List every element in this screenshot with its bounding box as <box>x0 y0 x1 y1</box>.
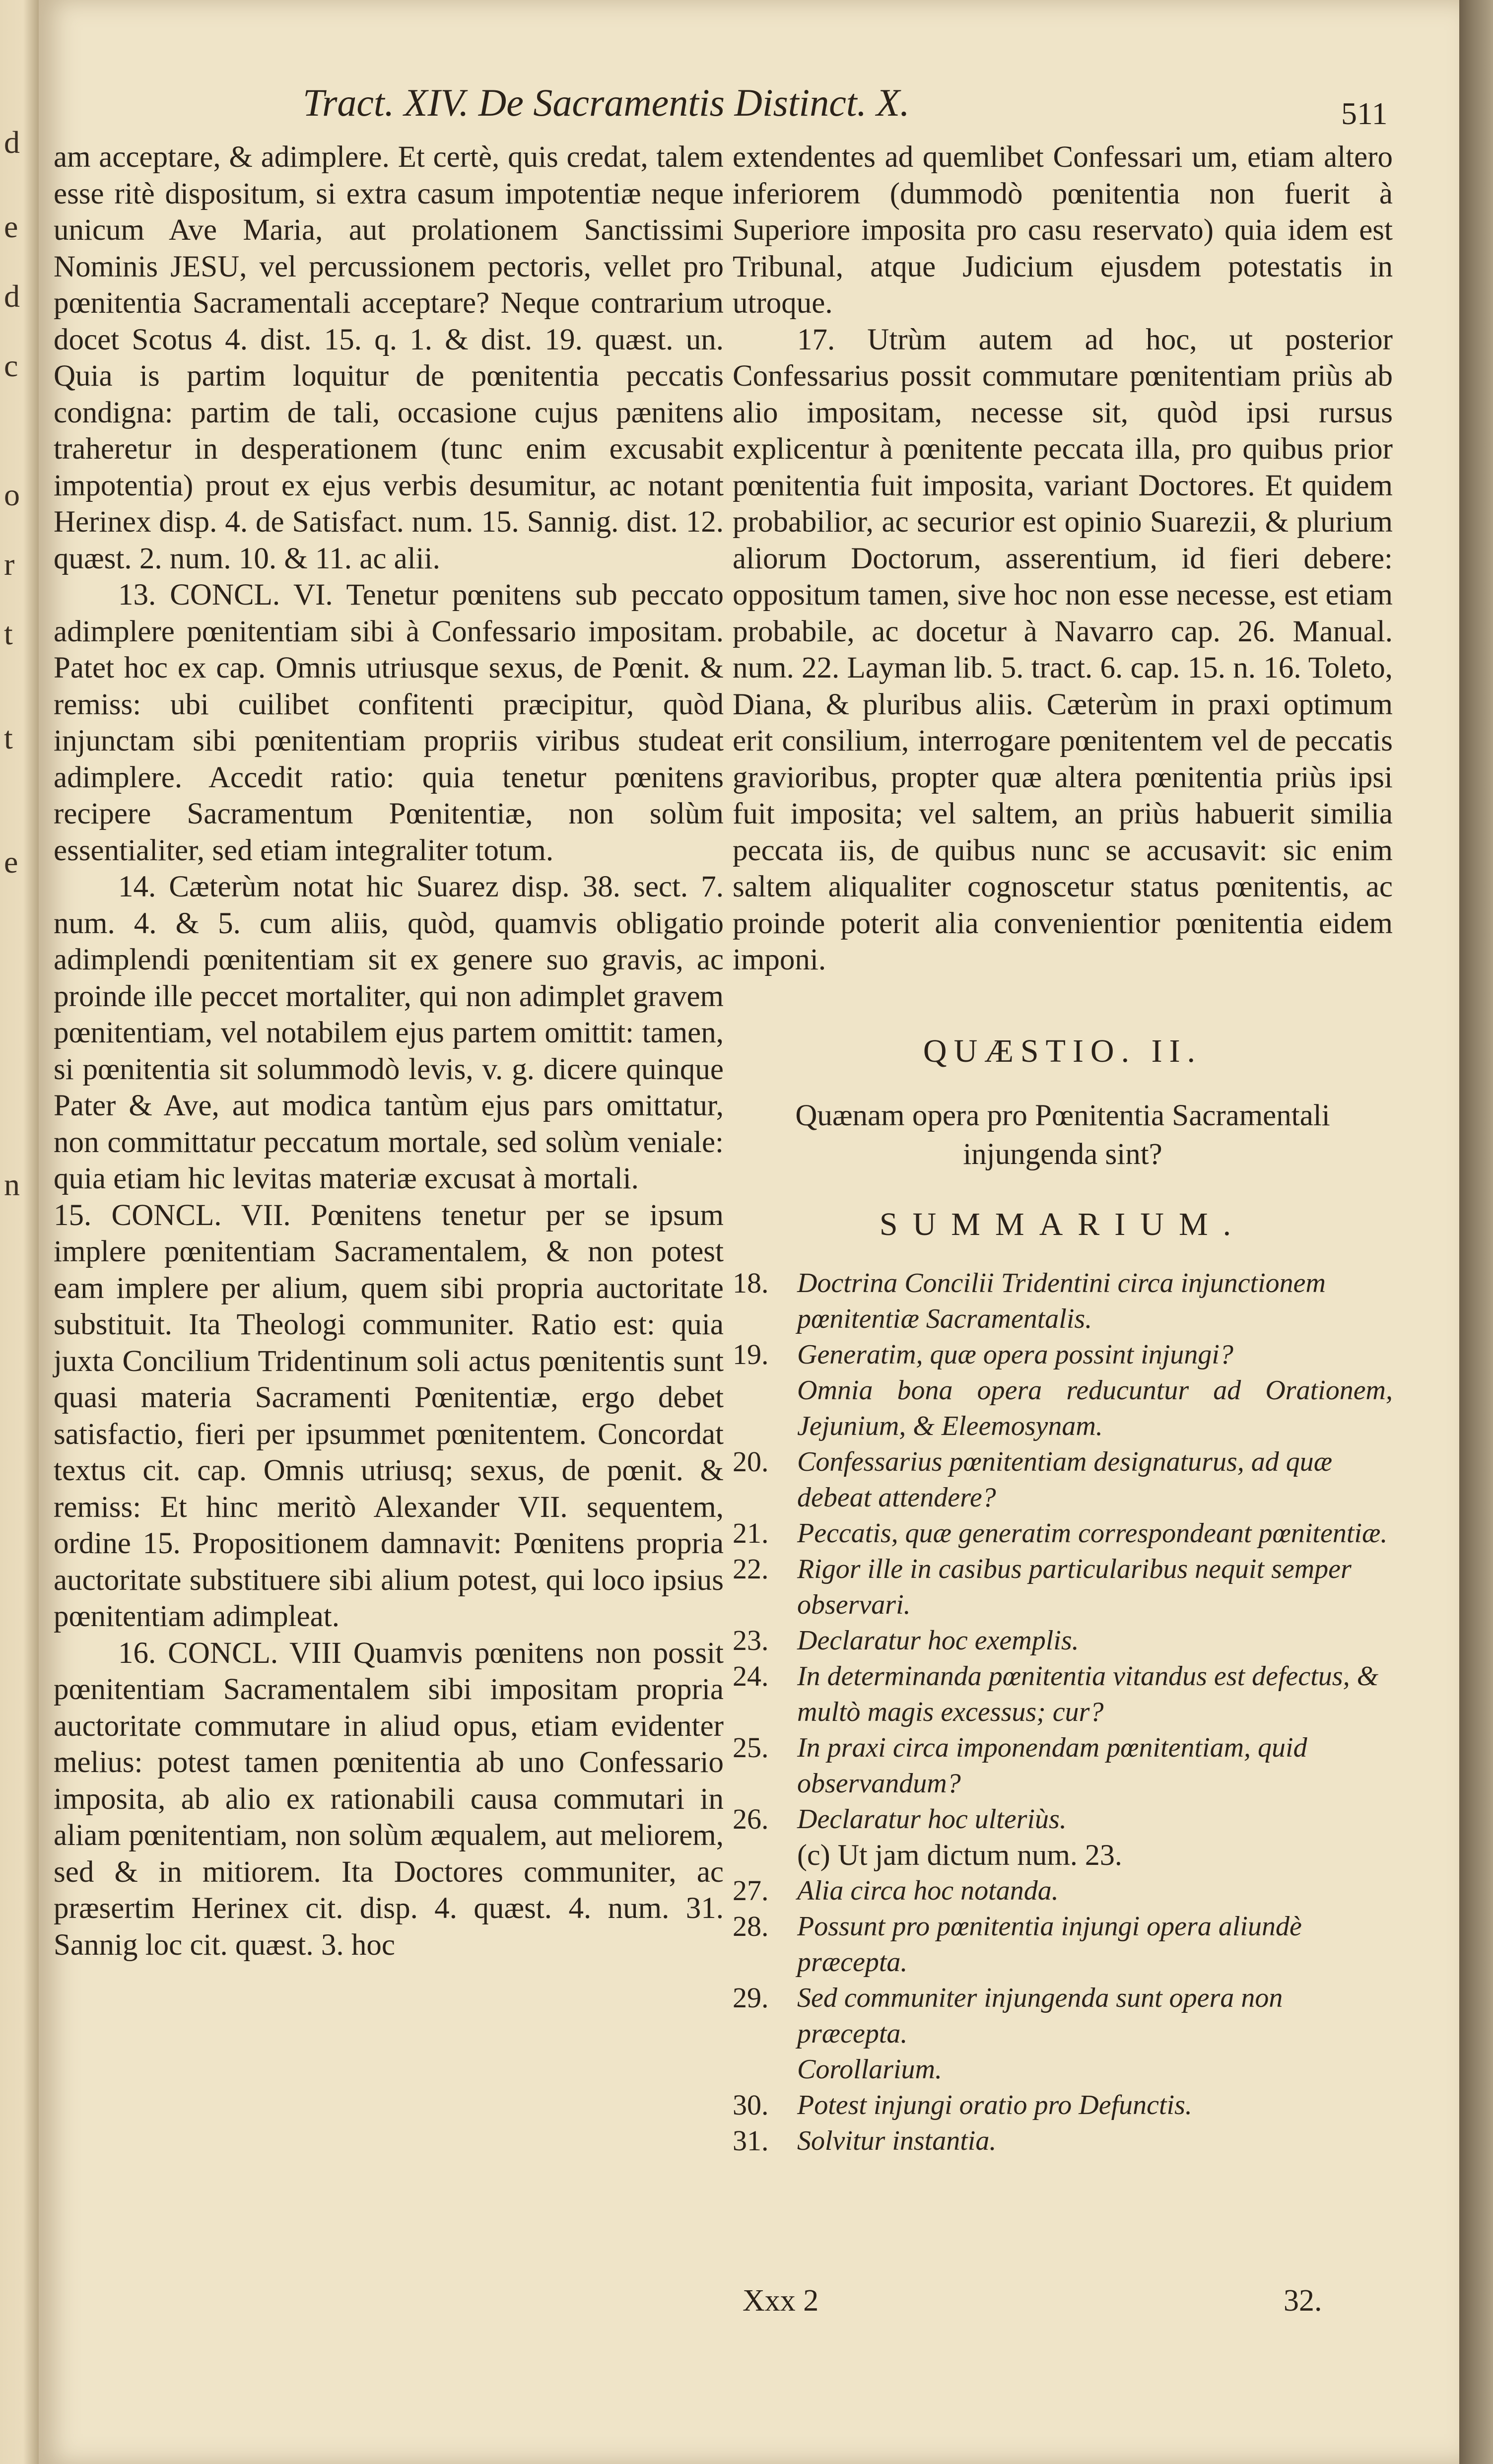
summary-item <box>733 1658 1393 1730</box>
summary-item-text: Confessarius pœnitentiam designaturus, ad quæ debeat attendere? <box>797 1446 1333 1513</box>
paragraph: am acceptare, & adimplere. Et certè, quis credat, talem esse ritè dispositum, si extra casum impotentiæ neque unicum Ave Maria, aut prolationem Sanctissimi Nominis JESU, vel percussionem pectoris, vellet pro pœnitentia Sacramentali acceptare? Neque contrarium docet Scotus 4. dist. 15. q. 1. & dist. 19. quæst. un. Quia is partim loquitur de pœnitentia peccatis condigna: partim de tali, occasione cujus pænitens traheretur in desperationem (tunc enim excusabit impotentia) prout ex ejus verbis desumitur, ac notant Herinex disp. 4. de Satisfact. num. 15. Sannig. dist. 12. quæst. 2. num. 10. & 11. ac alii. <box>54 140 724 575</box>
gutter-letter: t <box>4 720 13 755</box>
gutter-letter: d <box>4 125 20 160</box>
summary-item-number: 21. <box>733 1516 769 1549</box>
summary-item-text: Peccatis, quæ generatim correspondeant pœnitentiæ. <box>797 1517 1388 1549</box>
paragraph: 14. Cæterùm notat hic Suarez disp. 38. sect. 7. num. 4. & 5. cum aliis, quòd, quamvis obligatio adimplendi pœnitentiam sit ex genere suo gravis, ac proinde ille peccet mortaliter, qui non adimplet gravem pœnitentiam, vel notabilem ejus partem omittit: tamen, si pœnitentia sit solummodò levis, v. g. dicere quinque Pater & Ave, aut modica tantùm ejus pars omittatur, non committatur peccatum mortale, sed solùm veniale: quia etiam hic levitas materiæ excusat à mortali. <box>54 870 724 1195</box>
gutter-letter: e <box>4 844 18 880</box>
summary-item-text: Alia circa hoc notanda. <box>797 1875 1059 1906</box>
paragraph: 13. CONCL. VI. Tenetur pœnitens sub peccato adimplere pœnitentiam sibi à Confessario impositam. Patet hoc ex cap. Omnis utriusque sexus, de Pœnit. & remiss: ubi cuilibet confitenti præcipitur, quòd injunctam sibi pœnitentiam propriis viribus studeat adimplere. Accedit ratio: quia tenetur pœnitens recipere Sacramentum Pœnitentiæ, non solùm essentialiter, sed etiam integraliter totum. <box>54 578 724 867</box>
summary-item-text: Sed communiter injungenda sunt opera non præcepta. <box>797 1982 1283 2049</box>
gutter-letter: o <box>4 477 20 512</box>
summary-item <box>733 1337 1393 1372</box>
summary-item-number: 28. <box>733 1910 769 1942</box>
gutter-letter: t <box>4 616 13 651</box>
summary-item-text: Declaratur hoc ulteriùs. <box>797 1803 1067 1835</box>
right-column <box>733 139 1393 2159</box>
paragraph: extendentes ad quemlibet Confessari um, etiam altero inferiorem (dummodò pœnitentia non fuerit à Superiore imposita pro casu reservato) quia idem est Tribunal, atque Judicium ejusdem potestatis in utroque. <box>733 140 1393 320</box>
facing-page-edge <box>0 0 39 2464</box>
summary-item-text: Declaratur hoc exemplis. <box>797 1625 1079 1656</box>
summary-item-text: Potest injungi oratio pro Defunctis. <box>797 2089 1192 2121</box>
summary-item <box>733 2123 1393 2159</box>
left-column <box>54 139 724 1963</box>
right-paragraphs <box>733 139 1393 978</box>
summary-item <box>733 1444 1393 1515</box>
summary-item-number: 31. <box>733 2124 769 2157</box>
summary-subline: (c) Ut jam dictum num. 23. <box>797 1838 1122 1871</box>
summary-item-number: 29. <box>733 1981 769 2014</box>
summary-item-number: 30. <box>733 2088 769 2121</box>
summary-item-number: 22. <box>733 1552 769 1585</box>
summary-item-number: 19. <box>733 1338 769 1370</box>
summary-subline: Corollarium. <box>797 2053 942 2085</box>
summary-list <box>733 1265 1393 2159</box>
summary-item-text: Doctrina Concilii Tridentini circa injunctionem pœnitentiæ Sacramentalis. <box>797 1267 1326 1334</box>
gutter-letter: d <box>4 278 20 314</box>
summary-item-number: 23. <box>733 1624 769 1656</box>
summary-item-number: 25. <box>733 1731 769 1764</box>
summary-item-text: Possunt pro pœnitentia injungi opera aliundè præcepta. <box>797 1911 1302 1978</box>
summary-item-text: In praxi circa imponendam pœnitentiam, quid observandum? <box>797 1732 1307 1799</box>
summary-item <box>733 2087 1393 2123</box>
summary-item-number: 24. <box>733 1659 769 1692</box>
gutter-letter: e <box>4 209 18 244</box>
signature-mark: Xxx 2 <box>743 2284 819 2318</box>
summary-item <box>733 1623 1393 1658</box>
summary-item-text: In determinanda pœnitentia vitandus est defectus, & multò magis excessus; cur? <box>797 1660 1379 1727</box>
gutter-letter: n <box>4 1167 20 1202</box>
question-title: QUÆSTIO. II. <box>923 1032 1203 1069</box>
gutter-letter: c <box>4 348 18 383</box>
scan-border <box>1459 0 1493 2464</box>
summary-item-number: 18. <box>733 1266 769 1299</box>
summary-item-text: Rigor ille in casibus particularibus nequit semper observari. <box>797 1553 1352 1620</box>
summary-item <box>733 1980 1393 2052</box>
paragraph: 16. CONCL. VIII Quamvis pœnitens non possit pœnitentiam Sacramentalem sibi impositam propria auctoritate commutare in aliud opus, etiam evidenter melius: potest tamen pœnitentia ab uno Confessario imposita, ab alio ex rationabili causa commutari in aliam pœnitentiam, non solùm æqualem, aut meliorem, sed & in mitiorem. Ita Doctores communiter, ac præsertim Herinex cit. disp. 4. quæst. 4. num. 31. Sannig loc cit. quæst. 3. hoc <box>54 1636 724 1962</box>
summary-item <box>733 1801 1393 1837</box>
gutter-letter: r <box>4 547 15 582</box>
summary-subline: Omnia bona opera reducuntur ad Orationem, Jejunium, & Eleemosynam. <box>797 1374 1393 1441</box>
summary-item-number: 26. <box>733 1802 769 1835</box>
question-subtitle: Quænam opera pro Pœnitentia Sacramentali injungenda sint? <box>795 1099 1330 1171</box>
paragraph: 15. CONCL. VII. Pœnitens tenetur per se ipsum implere pœnitentiam Sacramentalem, & non potest eam implere per alium, quem sibi propria auctoritate substituit. Ita Theologi communiter. Ratio est: quia juxta Concilium Tridentinum soli actus pœnitentis sunt quasi materia Sacramenti Pœnitentiæ, ergo debet satisfactio, fieri per ipsummet pœnitentem. Concordat textus cit. cap. Omnis utriusq; sexus, de pœnit. & remiss: Et hinc meritò Alexander VII. sequentem, ordine 15. Propositionem damnavit: Pœnitens propria auctoritate substituere sibi alium potest, qui loco ipsius pœnitentiam adimpleat. <box>54 1198 724 1633</box>
summary-title: SUMMARIUM. <box>879 1206 1246 1242</box>
summary-item-number: 20. <box>733 1445 769 1478</box>
page-number: 511 <box>1341 96 1388 131</box>
summary-item <box>733 1515 1393 1551</box>
summary-item-number: 27. <box>733 1874 769 1907</box>
summary-item-text: Solvitur instantia. <box>797 2125 997 2156</box>
running-title: Tract. XIV. De Sacramentis Distinct. X. <box>303 81 910 124</box>
summary-item <box>733 1873 1393 1909</box>
summary-item <box>733 1265 1393 1337</box>
summary-item <box>733 1909 1393 1980</box>
summary-item <box>733 1551 1393 1623</box>
catchword: 32. <box>1284 2284 1322 2318</box>
summary-item-text: Generatim, quæ opera possint injungi? <box>797 1339 1233 1370</box>
summary-item <box>733 1730 1393 1801</box>
paragraph: 17. Utrùm autem ad hoc, ut posterior Confessarius possit commutare pœnitentiam priùs ab alio impositam, necesse sit, quòd ipsi rursus explicentur à pœnitente peccata illa, pro quibus prior pœnitentia fuit imposita, variant Doctores. Et quidem probabilior, ac securior est opinio Suarezii, & plurium aliorum Doctorum, asserentium, id fieri debere: oppositum tamen, sive hoc non esse necesse, est etiam probabile, ac docetur à Navarro cap. 26. Manual. num. 22. Layman lib. 5. tract. 6. cap. 15. n. 16. Toleto, Diana, & pluribus aliis. Cæterùm in praxi optimum erit consilium, interrogare pœnitentem vel de peccatis gravioribus, propter quæ altera pœnitentia priùs ipsi fuit imposita; vel saltem, an priùs habuerit similia peccata iis, de quibus nunc se accusavit: sic enim saltem aliqualiter cognoscetur status pœnitentis, ac proinde poterit alia convenientior pœnitentia eidem imponi. <box>733 323 1393 976</box>
